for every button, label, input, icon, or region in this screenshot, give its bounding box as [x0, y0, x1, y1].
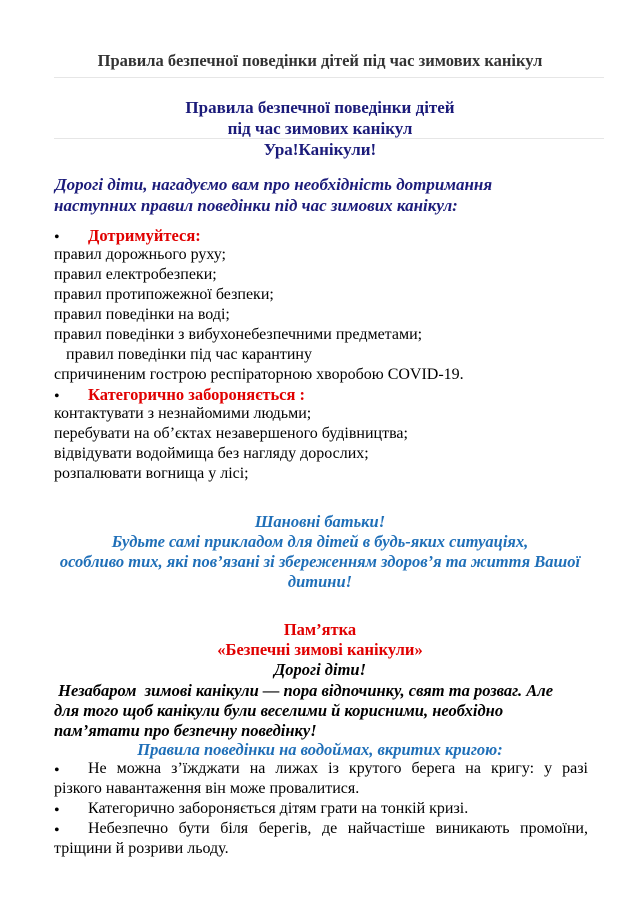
parents-line-4: дитини!: [287, 572, 353, 591]
forbidden-label: Категорично забороняється :: [88, 385, 306, 404]
memo-subtitle: «Безпечні зимові канікули»: [217, 640, 423, 659]
bullet-glyph: •: [54, 822, 60, 839]
heading-divider: [54, 138, 604, 139]
memo-text-line: пам’ятати про безпечну поведінку!: [54, 721, 317, 740]
bullet-glyph: •: [54, 802, 60, 819]
memo-greeting: Дорогі діти!: [273, 660, 367, 679]
observe-item: правил поведінки з вибухонебезпечними предметами;: [54, 326, 423, 343]
forbidden-item: відвідувати водоймища без нагляду дорослих;: [54, 445, 369, 462]
title-divider: [54, 77, 604, 78]
rule-text: Небезпечно бути біля берегів, де найчастіше виникають промоїни,: [88, 820, 588, 837]
memo-section-title: Правила поведінки на водоймах, вкритих кригою:: [137, 740, 503, 759]
forbidden-item: перебувати на об’єктах незавершеного будівництва;: [54, 425, 408, 442]
intro-line-1: Дорогі діти, нагадуємо вам про необхідність дотримання: [55, 175, 493, 194]
bullet-glyph: •: [54, 388, 60, 405]
page-title: Правила безпечної поведінки дітей під час зимових канікул: [97, 51, 543, 70]
heading-line-2: під час зимових канікул: [227, 119, 413, 138]
parents-line-3: особливо тих, які пов’язані зі збереженням здоров’я та життя Вашої: [59, 552, 581, 571]
parents-line-2: Будьте самі прикладом для дітей в будь-яких ситуаціях,: [111, 532, 529, 551]
memo-text-line: Незабаром зимові канікули — пора відпочинку, свят та розваг. Але: [54, 681, 554, 700]
observe-item: правил дорожнього руху;: [54, 246, 226, 263]
observe-item: правил електробезпеки;: [54, 266, 217, 283]
intro-line-2: наступних правил поведінки під час зимових канікул:: [54, 196, 458, 215]
rule-text: Категорично забороняється дітям грати на тонкій кризі.: [88, 800, 469, 817]
rule-text: тріщини й розриви льоду.: [54, 840, 229, 857]
bullet-glyph: •: [54, 229, 60, 246]
memo-text-line: для того щоб канікули були веселими й корисними, необхідно: [54, 701, 504, 720]
rule-text: різкого навантаження він може провалитися.: [54, 780, 360, 797]
parents-line-1: Шановні батьки!: [254, 512, 386, 531]
observe-item: правил поведінки під час карантину: [54, 346, 312, 363]
heading-line-3: Ура!Канікули!: [263, 140, 377, 159]
observe-label: Дотримуйтеся:: [88, 226, 201, 245]
forbidden-item: розпалювати вогнища у лісі;: [54, 465, 249, 482]
bullet-glyph: •: [54, 762, 60, 779]
memo-title: Пам’ятка: [283, 620, 357, 639]
observe-item: правил поведінки на воді;: [54, 306, 230, 323]
heading-line-1: Правила безпечної поведінки дітей: [185, 98, 455, 117]
rule-text: Не можна з’їжджати на лижах із крутого берега на кригу: у разі: [88, 760, 588, 777]
observe-item: спричиненим гострою респіраторною хворобою COVID-19.: [54, 366, 464, 383]
observe-item: правил протипожежної безпеки;: [54, 286, 274, 303]
forbidden-item: контактувати з незнайомими людьми;: [54, 405, 312, 422]
